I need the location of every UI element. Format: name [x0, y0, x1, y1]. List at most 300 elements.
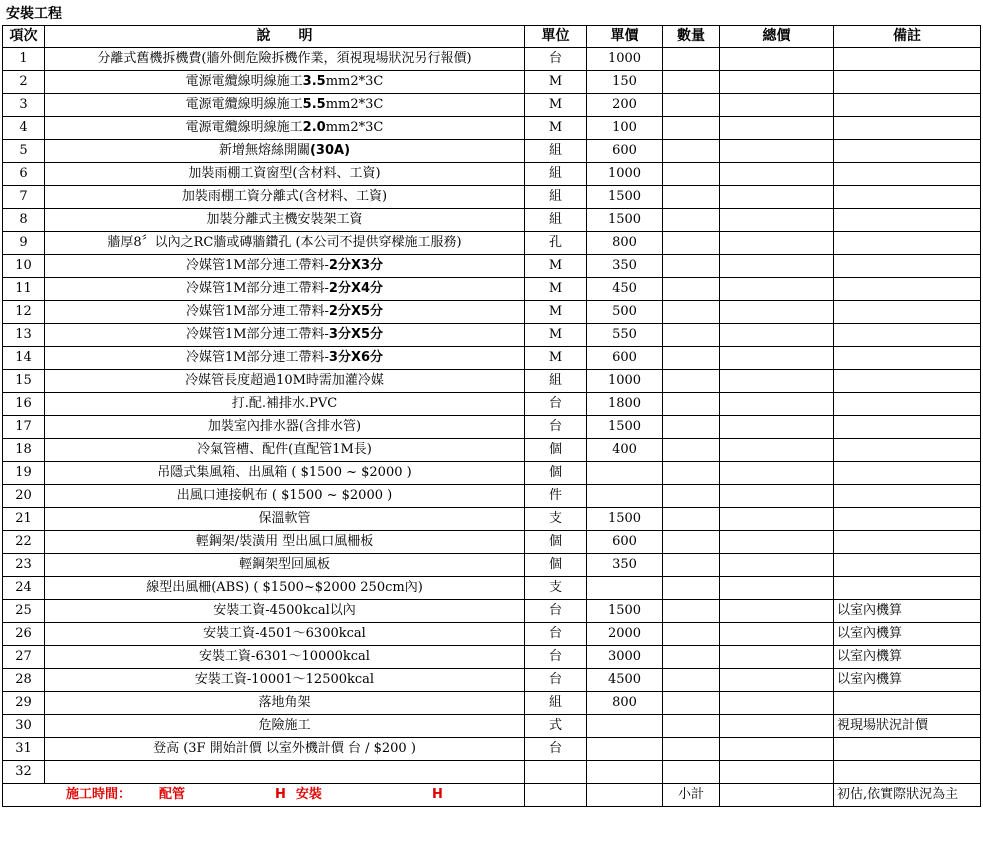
- item-description: [45, 117, 525, 140]
- item-remark: [834, 347, 981, 370]
- sheet-title: 安裝工程: [6, 6, 62, 22]
- item-description: [45, 278, 525, 301]
- item-remark: 以室內機算: [834, 646, 981, 669]
- item-unit-price: 350: [587, 255, 663, 278]
- item-unit: 個: [525, 439, 587, 462]
- item-remark: 以室內機算: [834, 623, 981, 646]
- item-remark: [834, 761, 981, 784]
- item-remark: [834, 554, 981, 577]
- item-quantity: [663, 117, 720, 140]
- description-segment: 冷媒管1M部分連工帶料-: [185, 304, 329, 319]
- description-segment: 安裝工資-6301～10000kcal: [199, 649, 370, 664]
- header-remark: 備註: [834, 26, 981, 48]
- description-segment: 3分X6分: [328, 350, 384, 365]
- item-remark: [834, 94, 981, 117]
- item-unit-price: 400: [587, 439, 663, 462]
- item-total: [720, 485, 834, 508]
- item-total: [720, 140, 834, 163]
- item-remark: [834, 232, 981, 255]
- item-quantity: [663, 324, 720, 347]
- item-number: 6: [3, 163, 45, 186]
- item-description: [45, 324, 525, 347]
- table-row: [3, 393, 981, 416]
- description-segment: 冷氣管槽、配件(直配管1M長): [197, 442, 372, 457]
- table-row: [3, 761, 981, 784]
- item-number: 9: [3, 232, 45, 255]
- description-segment: 吊隱式集風箱、出風箱 ( $1500 ~ $2000 ): [157, 465, 412, 480]
- description-segment: 電源電纜線明線施工: [185, 120, 303, 135]
- item-quantity: [663, 186, 720, 209]
- item-remark: [834, 692, 981, 715]
- description-segment: mm2*3C: [325, 120, 384, 135]
- item-remark: [834, 393, 981, 416]
- item-total: [720, 232, 834, 255]
- description-segment: 落地角架: [258, 695, 311, 710]
- item-description: [45, 209, 525, 232]
- item-number: 23: [3, 554, 45, 577]
- item-number: 15: [3, 370, 45, 393]
- footer-price-cell: [587, 784, 663, 807]
- item-unit: 組: [525, 163, 587, 186]
- estimate-note: 初估,依實際狀況為主: [834, 784, 981, 807]
- item-total: [720, 186, 834, 209]
- header-no: 項次: [3, 26, 45, 48]
- item-quantity: [663, 71, 720, 94]
- item-unit-price: 600: [587, 531, 663, 554]
- description-segment: 輕鋼架型回風板: [238, 557, 330, 572]
- item-quantity: [663, 209, 720, 232]
- description-segment: 線型出風柵(ABS) ( $1500~$2000 250cm內): [146, 580, 423, 595]
- item-total: [720, 669, 834, 692]
- description-segment: 電源電纜線明線施工: [185, 97, 303, 112]
- item-unit-price: 1500: [587, 209, 663, 232]
- item-quantity: [663, 370, 720, 393]
- item-quantity: [663, 646, 720, 669]
- description-segment: 分離式舊機拆機費(牆外側危險拆機作業，須視現場狀況另行報價): [97, 51, 472, 66]
- table-row: [3, 278, 981, 301]
- item-unit: 組: [525, 186, 587, 209]
- item-number: 10: [3, 255, 45, 278]
- item-number: 22: [3, 531, 45, 554]
- header-description: 說 明: [45, 26, 525, 48]
- item-description: [45, 232, 525, 255]
- table-row: [3, 692, 981, 715]
- item-remark: [834, 324, 981, 347]
- item-unit-price: 1500: [587, 186, 663, 209]
- item-quantity: [663, 347, 720, 370]
- install-price-table: [2, 25, 981, 807]
- description-segment: 冷媒管1M部分連工帶料-: [185, 350, 329, 365]
- item-total: [720, 94, 834, 117]
- table-row: [3, 462, 981, 485]
- item-quantity: [663, 416, 720, 439]
- install-hours-unit: H: [431, 787, 443, 802]
- item-unit-price: 500: [587, 301, 663, 324]
- subtotal-label: 小計: [663, 784, 720, 807]
- item-unit: M: [525, 71, 587, 94]
- table-row: [3, 577, 981, 600]
- item-number: 13: [3, 324, 45, 347]
- item-total: [720, 715, 834, 738]
- item-description: [45, 140, 525, 163]
- table-row: [3, 232, 981, 255]
- footer-row: [3, 784, 981, 807]
- item-unit: 組: [525, 140, 587, 163]
- table-row: [3, 324, 981, 347]
- item-number: 2: [3, 71, 45, 94]
- item-description: [45, 370, 525, 393]
- item-unit-price: [587, 462, 663, 485]
- item-remark: 視現場狀況計價: [834, 715, 981, 738]
- description-segment: 電源電纜線明線施工: [185, 74, 303, 89]
- item-total: [720, 416, 834, 439]
- item-description: [45, 462, 525, 485]
- item-unit-price: [587, 485, 663, 508]
- item-total: [720, 577, 834, 600]
- subtotal-value-cell: [720, 784, 834, 807]
- item-unit: 台: [525, 623, 587, 646]
- description-segment: 保溫軟管: [258, 511, 311, 526]
- item-unit: 台: [525, 48, 587, 71]
- item-unit-price: [587, 738, 663, 761]
- table-row: [3, 600, 981, 623]
- item-total: [720, 209, 834, 232]
- construction-time-label: 施工時間：: [66, 787, 132, 802]
- item-remark: [834, 462, 981, 485]
- item-description: [45, 393, 525, 416]
- item-total: [720, 347, 834, 370]
- item-description: [45, 347, 525, 370]
- item-quantity: [663, 554, 720, 577]
- description-segment: 打.配.補排水.PVC: [231, 396, 338, 411]
- description-segment: 出風口連接帆布 ( $1500 ~ $2000 ): [176, 488, 393, 503]
- item-total: [720, 255, 834, 278]
- description-segment: 登高 (3F 開始計價 以室外機計價 台 / $200 ): [153, 741, 416, 756]
- item-number: 17: [3, 416, 45, 439]
- item-unit: 個: [525, 462, 587, 485]
- item-unit-price: 1800: [587, 393, 663, 416]
- item-remark: [834, 278, 981, 301]
- description-segment: 冷媒管1M部分連工帶料-: [185, 258, 329, 273]
- description-segment: 牆厚8〞以內之RC牆或磚牆鑽孔 (本公司不提供穿樑施工服務): [107, 235, 462, 250]
- item-unit: 組: [525, 209, 587, 232]
- item-total: [720, 554, 834, 577]
- description-segment: 危險施工: [258, 718, 311, 733]
- item-unit: 件: [525, 485, 587, 508]
- item-description: [45, 163, 525, 186]
- item-description: [45, 623, 525, 646]
- item-quantity: [663, 738, 720, 761]
- item-remark: [834, 370, 981, 393]
- description-segment: 安裝工資-10001～12500kcal: [194, 672, 375, 687]
- item-unit-price: 350: [587, 554, 663, 577]
- item-total: [720, 600, 834, 623]
- item-unit: M: [525, 301, 587, 324]
- item-unit: 台: [525, 738, 587, 761]
- item-quantity: [663, 94, 720, 117]
- item-quantity: [663, 715, 720, 738]
- item-number: 21: [3, 508, 45, 531]
- description-segment: 2.0: [302, 120, 326, 135]
- item-description: [45, 715, 525, 738]
- table-body: [3, 48, 981, 784]
- table-row: [3, 738, 981, 761]
- item-description: [45, 577, 525, 600]
- item-unit: M: [525, 117, 587, 140]
- item-unit: 台: [525, 393, 587, 416]
- item-unit: 支: [525, 508, 587, 531]
- item-description: [45, 600, 525, 623]
- item-number: 8: [3, 209, 45, 232]
- item-unit: 組: [525, 692, 587, 715]
- header-unit-price: 單價: [587, 26, 663, 48]
- item-total: [720, 163, 834, 186]
- item-unit: 台: [525, 669, 587, 692]
- table-row: [3, 209, 981, 232]
- item-unit-price: [587, 577, 663, 600]
- item-number: 28: [3, 669, 45, 692]
- item-number: 4: [3, 117, 45, 140]
- item-number: 25: [3, 600, 45, 623]
- item-unit: 台: [525, 646, 587, 669]
- item-remark: 以室內機算: [834, 600, 981, 623]
- item-quantity: [663, 232, 720, 255]
- item-number: 5: [3, 140, 45, 163]
- item-remark: [834, 508, 981, 531]
- item-quantity: [663, 255, 720, 278]
- table-row: [3, 508, 981, 531]
- item-unit-price: 1500: [587, 416, 663, 439]
- item-unit-price: 550: [587, 324, 663, 347]
- item-total: [720, 324, 834, 347]
- pipe-hours-unit: H: [275, 787, 286, 802]
- item-description: [45, 669, 525, 692]
- item-remark: [834, 439, 981, 462]
- item-unit-price: 1000: [587, 48, 663, 71]
- footer-unit-cell: [525, 784, 587, 807]
- item-number: 16: [3, 393, 45, 416]
- item-total: [720, 117, 834, 140]
- item-total: [720, 439, 834, 462]
- header-unit: 單位: [525, 26, 587, 48]
- item-description: [45, 508, 525, 531]
- item-unit-price: 1000: [587, 370, 663, 393]
- item-unit: M: [525, 278, 587, 301]
- description-segment: 加裝雨棚工資分離式(含材料、工資): [181, 189, 388, 204]
- description-segment: 安裝工資-4500kcal以內: [213, 603, 356, 618]
- item-total: [720, 370, 834, 393]
- item-number: 32: [3, 761, 45, 784]
- header-quantity: 數量: [663, 26, 720, 48]
- item-total: [720, 462, 834, 485]
- item-total: [720, 738, 834, 761]
- item-unit-price: 100: [587, 117, 663, 140]
- item-number: 29: [3, 692, 45, 715]
- item-total: [720, 393, 834, 416]
- item-description: [45, 531, 525, 554]
- table-row: [3, 554, 981, 577]
- description-segment: 5.5: [302, 97, 326, 112]
- item-quantity: [663, 485, 720, 508]
- description-segment: 冷媒管1M部分連工帶料-: [185, 327, 329, 342]
- description-segment: 冷媒管1M部分連工帶料-: [185, 281, 329, 296]
- table-row: [3, 186, 981, 209]
- description-segment: mm2*3C: [325, 74, 384, 89]
- item-description: [45, 416, 525, 439]
- item-unit-price: [587, 761, 663, 784]
- item-remark: [834, 48, 981, 71]
- item-quantity: [663, 439, 720, 462]
- item-unit-price: [587, 715, 663, 738]
- item-unit: 台: [525, 600, 587, 623]
- item-remark: [834, 209, 981, 232]
- item-description: [45, 94, 525, 117]
- item-description: [45, 761, 525, 784]
- table-row: [3, 439, 981, 462]
- description-segment: 加裝雨棚工資窗型(含材料、工資): [188, 166, 381, 181]
- item-unit-price: 4500: [587, 669, 663, 692]
- item-description: [45, 439, 525, 462]
- item-unit: 支: [525, 577, 587, 600]
- item-number: 7: [3, 186, 45, 209]
- item-description: [45, 485, 525, 508]
- item-quantity: [663, 278, 720, 301]
- item-unit: 組: [525, 370, 587, 393]
- item-unit-price: 1000: [587, 163, 663, 186]
- item-unit: 個: [525, 554, 587, 577]
- item-unit-price: 450: [587, 278, 663, 301]
- table-row: [3, 71, 981, 94]
- item-quantity: [663, 508, 720, 531]
- construction-time-cell: [3, 784, 525, 807]
- item-remark: [834, 163, 981, 186]
- item-unit: 式: [525, 715, 587, 738]
- table-row: [3, 140, 981, 163]
- item-unit-price: 200: [587, 94, 663, 117]
- item-unit-price: 800: [587, 692, 663, 715]
- table-row: [3, 163, 981, 186]
- table-row: [3, 416, 981, 439]
- item-remark: [834, 71, 981, 94]
- table-row: [3, 117, 981, 140]
- item-remark: [834, 186, 981, 209]
- item-unit: M: [525, 347, 587, 370]
- item-remark: [834, 738, 981, 761]
- item-remark: [834, 117, 981, 140]
- item-number: 14: [3, 347, 45, 370]
- table-row: [3, 255, 981, 278]
- item-unit-price: 600: [587, 347, 663, 370]
- item-total: [720, 531, 834, 554]
- item-unit-price: 600: [587, 140, 663, 163]
- item-remark: [834, 577, 981, 600]
- item-remark: 以室內機算: [834, 669, 981, 692]
- description-segment: 2分X5分: [328, 304, 384, 319]
- item-unit-price: 1500: [587, 600, 663, 623]
- item-number: 31: [3, 738, 45, 761]
- item-quantity: [663, 577, 720, 600]
- item-number: 20: [3, 485, 45, 508]
- item-remark: [834, 301, 981, 324]
- item-number: 11: [3, 278, 45, 301]
- item-quantity: [663, 623, 720, 646]
- item-quantity: [663, 48, 720, 71]
- item-remark: [834, 416, 981, 439]
- item-total: [720, 301, 834, 324]
- item-total: [720, 71, 834, 94]
- description-segment: 3.5: [302, 74, 326, 89]
- pipe-label: 配管: [159, 787, 186, 802]
- table-row: [3, 715, 981, 738]
- item-description: [45, 71, 525, 94]
- table-row: [3, 669, 981, 692]
- table-row: [3, 301, 981, 324]
- table-row: [3, 485, 981, 508]
- item-description: [45, 738, 525, 761]
- item-unit: [525, 761, 587, 784]
- item-number: 18: [3, 439, 45, 462]
- item-total: [720, 623, 834, 646]
- item-unit-price: 150: [587, 71, 663, 94]
- item-quantity: [663, 462, 720, 485]
- header-row: [3, 26, 981, 48]
- item-quantity: [663, 692, 720, 715]
- description-segment: 加裝室內排水器(含排水管): [207, 419, 362, 434]
- item-number: 3: [3, 94, 45, 117]
- item-description: [45, 692, 525, 715]
- item-number: 24: [3, 577, 45, 600]
- description-segment: 新增無熔絲開關: [218, 143, 310, 158]
- description-segment: 輕鋼架/裝潢用 型出風口風柵板: [195, 534, 374, 549]
- item-total: [720, 761, 834, 784]
- item-total: [720, 646, 834, 669]
- item-unit: 孔: [525, 232, 587, 255]
- table-row: [3, 623, 981, 646]
- item-remark: [834, 485, 981, 508]
- item-remark: [834, 140, 981, 163]
- item-total: [720, 692, 834, 715]
- table-row: [3, 48, 981, 71]
- item-total: [720, 48, 834, 71]
- description-segment: 安裝工資-4501～6300kcal: [203, 626, 366, 641]
- item-quantity: [663, 140, 720, 163]
- item-total: [720, 278, 834, 301]
- table-row: [3, 370, 981, 393]
- item-unit: M: [525, 324, 587, 347]
- description-segment: 2分X3分: [328, 258, 384, 273]
- item-unit: 台: [525, 416, 587, 439]
- item-unit: 個: [525, 531, 587, 554]
- item-quantity: [663, 600, 720, 623]
- item-quantity: [663, 531, 720, 554]
- item-description: [45, 186, 525, 209]
- item-remark: [834, 531, 981, 554]
- install-label: 安裝: [295, 787, 322, 802]
- description-segment: mm2*3C: [325, 97, 384, 112]
- item-description: [45, 255, 525, 278]
- item-quantity: [663, 761, 720, 784]
- description-segment: 3分X5分: [328, 327, 384, 342]
- item-unit-price: 1500: [587, 508, 663, 531]
- item-unit-price: 2000: [587, 623, 663, 646]
- item-quantity: [663, 393, 720, 416]
- item-number: 19: [3, 462, 45, 485]
- item-quantity: [663, 163, 720, 186]
- item-description: [45, 48, 525, 71]
- table-row: [3, 531, 981, 554]
- item-description: [45, 301, 525, 324]
- item-description: [45, 554, 525, 577]
